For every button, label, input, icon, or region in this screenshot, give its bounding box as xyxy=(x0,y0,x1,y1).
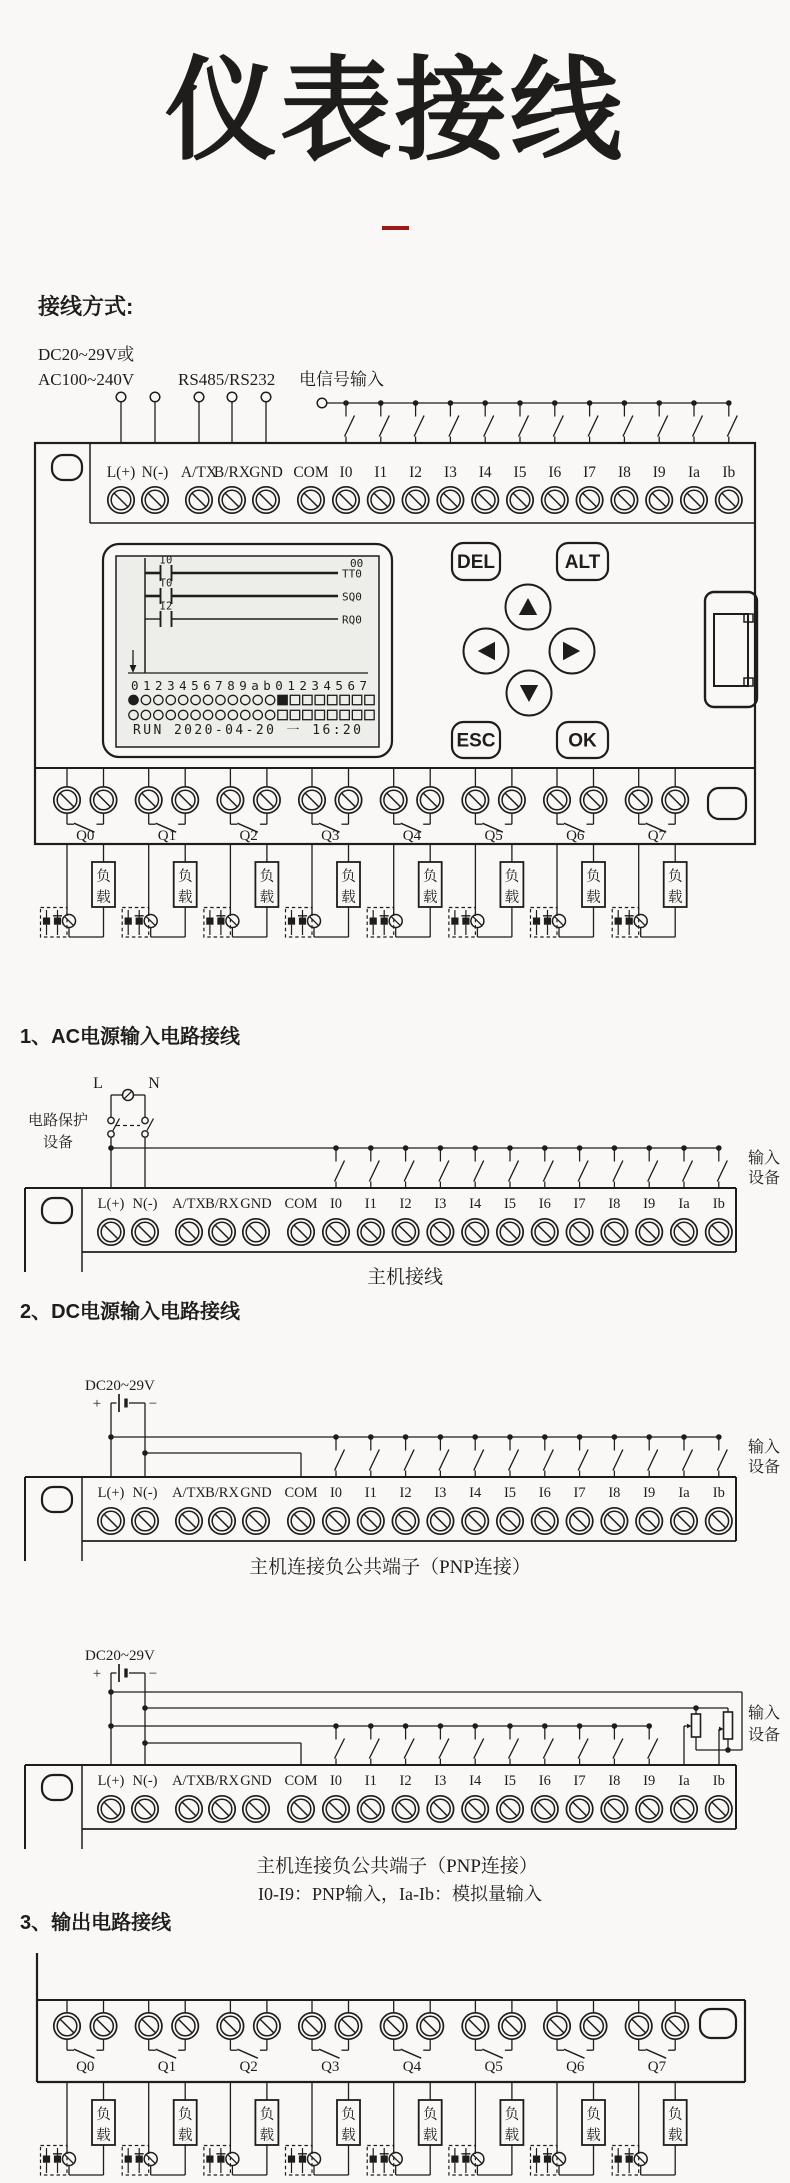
load-box xyxy=(419,862,442,907)
line-label: L xyxy=(93,1075,103,1092)
terminal-label: I7 xyxy=(583,464,597,481)
terminal-label: A/TX xyxy=(172,1196,206,1212)
terminal-label: I8 xyxy=(608,1773,621,1789)
terminal-label: I9 xyxy=(643,1485,656,1501)
terminal-label: Ia xyxy=(678,1485,690,1501)
terminal-label: I0 xyxy=(329,1773,343,1789)
terminal-label: I5 xyxy=(503,1196,517,1212)
load-box xyxy=(500,2100,523,2145)
terminal-label: I6 xyxy=(538,1485,551,1501)
terminal-label: GND xyxy=(249,464,283,481)
terminal-label: I5 xyxy=(503,1773,517,1789)
terminal-label: COM xyxy=(284,1485,318,1501)
battery-plus-label: + xyxy=(92,1396,102,1412)
load-box xyxy=(582,862,605,907)
lcd-rung-number: 00 xyxy=(350,557,364,570)
load-label: 负 xyxy=(177,869,193,885)
load-label: 负 xyxy=(96,2107,111,2123)
terminal-label: I4 xyxy=(469,1485,482,1501)
terminal-label: I2 xyxy=(409,464,423,481)
terminal-label: I3 xyxy=(434,1485,447,1501)
lcd-contact-label: T0 xyxy=(159,577,173,590)
terminal-label: I6 xyxy=(538,1773,551,1789)
terminal-label: GND xyxy=(240,1773,272,1789)
output-terminal-label: Q1 xyxy=(157,2059,177,2075)
button-arrow-right-icon xyxy=(563,642,580,660)
load-label: 负 xyxy=(504,2107,520,2123)
dc-power-input-diagram xyxy=(0,1330,790,1565)
load-label: 负 xyxy=(422,869,438,885)
terminal-label: L(+) xyxy=(106,464,136,481)
load-label: 负 xyxy=(667,869,683,885)
input-device-label: 输入 xyxy=(748,1150,781,1167)
output-terminal-label: Q3 xyxy=(321,828,340,844)
terminal-label: I1 xyxy=(374,464,388,481)
lcd-coil-label: SQ0 xyxy=(342,590,362,604)
output-terminal-label: Q3 xyxy=(321,2059,340,2075)
lcd-status-row: RUN 2020-04-20 一 16:20 xyxy=(133,723,361,738)
lcd-coil-label: RQ0 xyxy=(342,613,362,627)
load-label: 负 xyxy=(586,2107,601,2123)
output-terminal-label: Q0 xyxy=(76,2059,95,2075)
load-label: 载 xyxy=(259,2128,275,2144)
load-box xyxy=(500,862,523,907)
load-label: 载 xyxy=(422,2128,438,2144)
terminal-label: L(+) xyxy=(97,1485,125,1501)
output-terminal-label: Q0 xyxy=(76,828,95,844)
dc-supply-label: DC20~29V xyxy=(85,1378,155,1394)
terminal-label: Ib xyxy=(712,1196,725,1212)
terminal-label: COM xyxy=(293,464,329,481)
input-device-label: 输入 xyxy=(748,1439,781,1456)
terminal-label: Ib xyxy=(722,464,736,481)
terminal-label: Ia xyxy=(687,464,701,481)
power-spec-label: AC100~240V xyxy=(38,370,135,389)
terminal-label: I9 xyxy=(643,1773,656,1789)
terminal-label: I3 xyxy=(434,1196,447,1212)
load-label: 负 xyxy=(422,2107,438,2123)
load-label: 载 xyxy=(96,890,111,906)
output-terminal-label: Q2 xyxy=(239,828,258,844)
load-box xyxy=(664,862,687,907)
load-box xyxy=(582,2100,605,2145)
terminal-label: I7 xyxy=(573,1485,586,1501)
load-label: 负 xyxy=(96,869,111,885)
load-label: 负 xyxy=(586,869,601,885)
terminal-label: N(-) xyxy=(141,464,169,481)
load-label: 载 xyxy=(667,2128,683,2144)
circuit-protection-label: 电路保护 xyxy=(27,1113,89,1129)
output-terminal-label: Q7 xyxy=(647,828,667,844)
load-label: 载 xyxy=(586,890,601,906)
input-device-label: 设备 xyxy=(748,1170,781,1187)
page-title: 仪表接线 xyxy=(165,48,625,173)
load-label: 负 xyxy=(259,869,275,885)
power-spec-label: DC20~29V或 xyxy=(38,345,135,364)
terminal-label: I0 xyxy=(329,1485,343,1501)
output-terminal-label: Q5 xyxy=(484,2059,503,2075)
button-arrow-down-icon xyxy=(520,685,538,702)
load-label: 载 xyxy=(96,2128,111,2144)
main-wiring-diagram xyxy=(0,338,790,950)
load-box xyxy=(419,2100,442,2145)
lcd-index-row: 0123456789ab01234567 xyxy=(131,678,367,693)
button-esc: ESC xyxy=(456,730,496,752)
load-label: 负 xyxy=(177,2107,193,2123)
terminal-label: I2 xyxy=(399,1773,412,1789)
terminal-label: Ia xyxy=(678,1196,690,1212)
load-box xyxy=(92,2100,115,2145)
output-terminal-label: Q6 xyxy=(566,2059,585,2075)
terminal-label: N(-) xyxy=(132,1196,158,1212)
terminal-label: L(+) xyxy=(97,1196,125,1212)
button-del: DEL xyxy=(457,552,495,573)
lcd-coil-label: TT0 xyxy=(342,567,362,581)
load-label: 载 xyxy=(177,2128,193,2144)
terminal-label: L(+) xyxy=(97,1773,125,1789)
load-label: 载 xyxy=(586,2128,601,2144)
terminal-label: I6 xyxy=(538,1196,551,1212)
button-alt: ALT xyxy=(564,552,601,573)
terminal-label: I1 xyxy=(364,1485,377,1501)
terminal-label: GND xyxy=(240,1485,272,1501)
caption-pnp-1: 主机连接负公共端子（PNP连接） xyxy=(249,1557,531,1578)
terminal-label: Ib xyxy=(712,1485,725,1501)
load-label: 负 xyxy=(667,2107,683,2123)
input-device-label: 输入 xyxy=(748,1705,781,1722)
terminal-label: I3 xyxy=(443,464,457,481)
load-box xyxy=(337,2100,360,2145)
button-arrow-left-icon xyxy=(478,642,495,660)
battery-minus-label: − xyxy=(148,1666,158,1682)
terminal-label: GND xyxy=(240,1196,272,1212)
terminal-label: I6 xyxy=(548,464,562,481)
terminal-label: I2 xyxy=(399,1196,412,1212)
terminal-label: COM xyxy=(284,1773,318,1789)
load-box xyxy=(92,862,115,907)
terminal-label: I4 xyxy=(478,464,492,481)
load-label: 载 xyxy=(504,890,520,906)
caption-pnp-2: 主机连接负公共端子（PNP连接） xyxy=(256,1856,538,1877)
button-ok: OK xyxy=(568,730,597,752)
terminal-label: I5 xyxy=(503,1485,517,1501)
terminal-label: I1 xyxy=(364,1773,377,1789)
load-label: 负 xyxy=(341,2107,356,2123)
terminal-label: Ib xyxy=(712,1773,725,1789)
wiring-method-heading: 接线方式: xyxy=(38,294,134,319)
terminal-label: I8 xyxy=(608,1196,621,1212)
output-terminal-label: Q5 xyxy=(484,828,503,844)
load-label: 负 xyxy=(341,869,356,885)
terminal-label: B/RX xyxy=(205,1196,239,1212)
load-box xyxy=(174,862,197,907)
output-terminal-label: Q4 xyxy=(402,828,422,844)
button-arrow-up-icon xyxy=(519,598,537,615)
terminal-label: I4 xyxy=(469,1773,482,1789)
input-device-label: 设备 xyxy=(748,1727,781,1744)
circuit-protection-label: 设备 xyxy=(42,1135,74,1151)
load-box xyxy=(174,2100,197,2145)
terminal-label: B/RX xyxy=(213,464,251,481)
lcd-contact-label: I2 xyxy=(159,600,173,613)
lcd-contact-label: I0 xyxy=(159,554,173,567)
terminal-label: I3 xyxy=(434,1773,447,1789)
terminal-label: A/TX xyxy=(172,1773,206,1789)
terminal-label: I2 xyxy=(399,1485,412,1501)
terminal-label: I5 xyxy=(513,464,527,481)
terminal-label: B/RX xyxy=(205,1773,239,1789)
output-terminal-label: Q6 xyxy=(566,828,585,844)
neutral-label: N xyxy=(148,1075,160,1092)
load-box xyxy=(337,862,360,907)
terminal-label: I7 xyxy=(573,1773,586,1789)
terminal-label: I0 xyxy=(329,1196,343,1212)
output-terminal-label: Q7 xyxy=(647,2059,667,2075)
terminal-label: I8 xyxy=(617,464,631,481)
output-wiring-diagram xyxy=(0,1950,790,2183)
battery-plus-label: + xyxy=(92,1666,102,1682)
terminal-label: I7 xyxy=(573,1196,586,1212)
load-label: 载 xyxy=(341,2128,356,2144)
section-3-heading: 3、输出电路接线 xyxy=(20,1912,172,1934)
load-label: 载 xyxy=(177,890,193,906)
terminal-label: Ia xyxy=(678,1773,690,1789)
terminal-label: N(-) xyxy=(132,1773,158,1789)
input-type-note: I0-I9：PNP输入，Ia-Ib：模拟量输入 xyxy=(258,1884,542,1904)
terminal-label: I9 xyxy=(643,1196,656,1212)
battery-minus-label: − xyxy=(148,1396,158,1412)
comm-label: RS485/RS232 xyxy=(178,370,276,389)
terminal-label: I0 xyxy=(339,464,353,481)
terminal-label: B/RX xyxy=(205,1485,239,1501)
terminal-label: N(-) xyxy=(132,1485,158,1501)
load-label: 载 xyxy=(259,890,275,906)
terminal-label: COM xyxy=(284,1196,318,1212)
dc-supply-label: DC20~29V xyxy=(85,1648,155,1664)
terminal-label: I8 xyxy=(608,1485,621,1501)
input-device-label: 设备 xyxy=(748,1459,781,1476)
load-box xyxy=(664,2100,687,2145)
output-terminal-label: Q4 xyxy=(402,2059,422,2075)
load-label: 载 xyxy=(422,890,438,906)
terminal-label: I4 xyxy=(469,1196,482,1212)
load-label: 载 xyxy=(504,2128,520,2144)
load-label: 负 xyxy=(504,869,520,885)
terminal-label: I1 xyxy=(364,1196,377,1212)
output-terminal-label: Q1 xyxy=(157,828,177,844)
caption-host-wiring: 主机接线 xyxy=(366,1267,443,1288)
title-divider xyxy=(382,226,409,230)
signal-input-label: 电信号输入 xyxy=(299,370,384,389)
load-box xyxy=(255,862,278,907)
load-box xyxy=(255,2100,278,2145)
terminal-label: A/TX xyxy=(172,1485,206,1501)
section-2-heading: 2、DC电源输入电路接线 xyxy=(20,1301,241,1323)
load-label: 负 xyxy=(259,2107,275,2123)
ac-power-input-diagram xyxy=(0,1050,790,1290)
load-label: 载 xyxy=(667,890,683,906)
section-1-heading: 1、AC电源输入电路接线 xyxy=(20,1026,241,1048)
output-terminal-label: Q2 xyxy=(239,2059,258,2075)
terminal-label: I9 xyxy=(652,464,666,481)
dc-power-analog-input-diagram xyxy=(0,1600,790,1855)
terminal-label: A/TX xyxy=(180,464,218,481)
load-label: 载 xyxy=(341,890,356,906)
